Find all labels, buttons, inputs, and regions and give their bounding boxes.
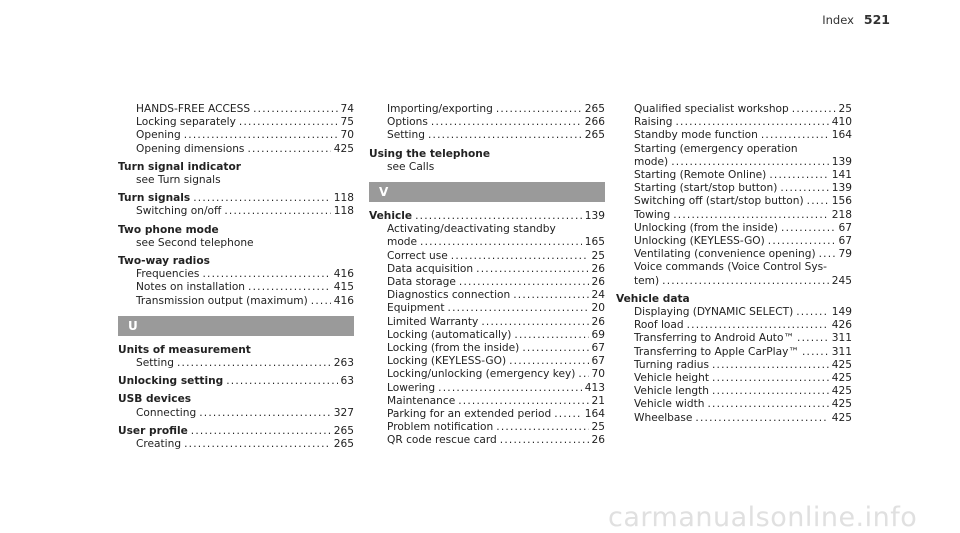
header-title: Index bbox=[822, 13, 854, 27]
entry-label: Roof load bbox=[634, 319, 684, 332]
entry-label: USB devices bbox=[118, 393, 192, 406]
entry-page-number: 26 bbox=[591, 434, 605, 447]
leader-dots bbox=[177, 357, 331, 370]
index-subentry bbox=[616, 306, 852, 319]
entry-label: Displaying (DYNAMIC SELECT) bbox=[634, 306, 794, 319]
leader-dots bbox=[675, 116, 828, 129]
index-subentry bbox=[616, 116, 852, 129]
index-subentry bbox=[616, 222, 852, 235]
entry-label: Using the telephone bbox=[369, 147, 491, 160]
entry-page-number: 218 bbox=[831, 208, 852, 221]
leader-dots bbox=[712, 359, 829, 372]
entry-page-number: 327 bbox=[333, 406, 354, 419]
entry-label: Raising bbox=[634, 116, 673, 129]
leader-dots bbox=[792, 103, 836, 116]
leader-dots bbox=[513, 289, 588, 302]
cross-reference: see Second telephone bbox=[136, 236, 254, 249]
leader-dots bbox=[687, 319, 829, 332]
entry-label: tem) bbox=[634, 274, 660, 287]
index-subentry bbox=[118, 103, 354, 116]
entry-page-number: 149 bbox=[831, 306, 852, 319]
index-subentry bbox=[616, 129, 852, 142]
entry-page-number: 67 bbox=[838, 235, 852, 248]
index-entry bbox=[616, 293, 852, 306]
entry-label: Standby mode function bbox=[634, 129, 758, 142]
index-subentry bbox=[616, 103, 852, 116]
entry-page-number: 265 bbox=[333, 438, 354, 451]
index-subentry bbox=[616, 319, 852, 332]
entry-label: Data storage bbox=[387, 276, 456, 289]
leader-dots bbox=[193, 192, 331, 205]
watermark: carmanualsonline.info bbox=[608, 502, 918, 533]
entry-page-number: 26 bbox=[591, 276, 605, 289]
entry-page-number: 156 bbox=[831, 195, 852, 208]
entry-page-number: 118 bbox=[333, 205, 354, 218]
index-entry bbox=[118, 375, 354, 388]
entry-page-number: 410 bbox=[831, 116, 852, 129]
leader-dots bbox=[184, 129, 338, 142]
index-subentry bbox=[616, 385, 852, 398]
leader-dots bbox=[707, 398, 828, 411]
entry-label: Starting (Remote Online) bbox=[634, 169, 767, 182]
index-subentry-wrapped: Voice commands (Voice Control Sys- bbox=[634, 261, 828, 274]
index-entry bbox=[118, 161, 354, 174]
entry-label: Lowering bbox=[387, 381, 436, 394]
entry-label: Connecting bbox=[136, 406, 197, 419]
index-subentry bbox=[616, 398, 852, 411]
index-subentry bbox=[369, 236, 605, 249]
index-subentry bbox=[118, 268, 354, 281]
entry-page-number: 426 bbox=[831, 319, 852, 332]
leader-dots bbox=[248, 281, 331, 294]
entry-label: Importing/exporting bbox=[387, 103, 493, 115]
index-subentry bbox=[369, 421, 605, 434]
entry-page-number: 139 bbox=[584, 210, 605, 223]
index-entry bbox=[369, 210, 605, 223]
leader-dots bbox=[769, 169, 828, 182]
entry-page-number: 416 bbox=[333, 268, 354, 281]
entry-label: Locking (automatically) bbox=[387, 328, 512, 341]
index-subentry bbox=[616, 275, 852, 288]
entry-label: Maintenance bbox=[387, 394, 456, 407]
index-entry bbox=[118, 393, 354, 406]
leader-dots bbox=[184, 438, 331, 451]
entry-label: Setting bbox=[136, 357, 174, 370]
index-entry bbox=[118, 255, 354, 268]
entry-label: QR code rescue card bbox=[387, 434, 497, 447]
entry-page-number: 311 bbox=[831, 332, 852, 345]
page-header bbox=[822, 12, 890, 27]
entry-page-number: 67 bbox=[838, 221, 852, 234]
section-letter-bar: U bbox=[118, 316, 354, 336]
leader-dots bbox=[578, 368, 588, 381]
entry-label: Ventilating (convenience opening) bbox=[634, 248, 816, 261]
entry-label: Opening dimensions bbox=[136, 142, 245, 155]
index-subentry bbox=[118, 295, 354, 308]
entry-label: Locking separately bbox=[136, 116, 236, 129]
leader-dots bbox=[673, 209, 829, 222]
entry-page-number: 265 bbox=[584, 103, 605, 115]
entry-page-number: 263 bbox=[333, 357, 354, 370]
entry-page-number: 74 bbox=[340, 103, 354, 115]
entry-label: Setting bbox=[387, 129, 425, 142]
index-subentry bbox=[118, 205, 354, 218]
leader-dots bbox=[781, 222, 836, 235]
entry-label: Limited Warranty bbox=[387, 315, 479, 328]
entry-page-number: 67 bbox=[591, 342, 605, 355]
entry-label: Switching on/off bbox=[136, 205, 222, 218]
entry-page-number: 425 bbox=[831, 411, 852, 424]
leader-dots bbox=[199, 407, 331, 420]
index-subentry bbox=[369, 316, 605, 329]
entry-page-number: 265 bbox=[584, 129, 605, 142]
index-subentry bbox=[616, 372, 852, 385]
entry-page-number: 266 bbox=[584, 116, 605, 129]
index-subentry bbox=[369, 250, 605, 263]
index-subentry bbox=[369, 382, 605, 395]
entry-label: Two phone mode bbox=[118, 223, 219, 236]
index-subentry-wrapped: Activating/deactivating standby bbox=[387, 223, 556, 236]
entry-label: Transmission output (maximum) bbox=[136, 294, 308, 307]
index-subentry bbox=[616, 209, 852, 222]
entry-label: Vehicle bbox=[369, 210, 413, 223]
entry-page-number: 413 bbox=[584, 381, 605, 394]
leader-dots bbox=[226, 375, 337, 388]
index-subentry bbox=[118, 116, 354, 129]
entry-label: mode) bbox=[634, 155, 669, 168]
entry-label: Locking/unlocking (emergency key) bbox=[387, 368, 576, 381]
entry-page-number: 165 bbox=[584, 236, 605, 249]
entry-page-number: 311 bbox=[831, 345, 852, 358]
entry-page-number: 75 bbox=[340, 116, 354, 129]
leader-dots bbox=[247, 143, 330, 156]
entry-page-number: 164 bbox=[831, 129, 852, 142]
entry-label: Vehicle data bbox=[616, 292, 690, 305]
index-subentry bbox=[616, 169, 852, 182]
entry-label: Transferring to Apple CarPlay™ bbox=[634, 345, 799, 358]
entry-label: Locking (KEYLESS-GO) bbox=[387, 355, 507, 368]
index-subentry bbox=[616, 156, 852, 169]
entry-label: Options bbox=[387, 116, 428, 129]
entry-page-number: 425 bbox=[831, 385, 852, 398]
entry-page-number: 70 bbox=[340, 129, 354, 142]
entry-label: HANDS-FREE ACCESS bbox=[136, 103, 251, 115]
entry-page-number: 139 bbox=[831, 155, 852, 168]
index-column-3 bbox=[616, 103, 852, 425]
index-subentry bbox=[369, 276, 605, 289]
leader-dots bbox=[761, 129, 829, 142]
entry-label: Qualified specialist workshop bbox=[634, 103, 789, 115]
entry-page-number: 415 bbox=[333, 281, 354, 294]
entry-label: Creating bbox=[136, 438, 182, 451]
leader-dots bbox=[431, 116, 582, 129]
leader-dots bbox=[420, 236, 582, 249]
cross-reference: see Turn signals bbox=[136, 174, 221, 187]
entry-page-number: 425 bbox=[831, 372, 852, 385]
entry-page-number: 69 bbox=[591, 328, 605, 341]
section-letter-bar: V bbox=[369, 182, 605, 202]
leader-dots bbox=[807, 195, 829, 208]
index-entry bbox=[118, 224, 354, 237]
index-subentry bbox=[616, 248, 852, 261]
leader-dots bbox=[428, 129, 582, 142]
index-subentry bbox=[369, 129, 605, 142]
index-subentry bbox=[369, 355, 605, 368]
leader-dots bbox=[712, 372, 829, 385]
index-subentry bbox=[118, 357, 354, 370]
entry-label: Frequencies bbox=[136, 268, 200, 281]
entry-label: mode bbox=[387, 236, 418, 249]
entry-label: Unlocking (KEYLESS-GO) bbox=[634, 235, 765, 248]
index-subentry bbox=[616, 332, 852, 345]
index-column-2 bbox=[369, 103, 605, 448]
entry-page-number: 416 bbox=[333, 294, 354, 307]
entry-label: Correct use bbox=[387, 249, 448, 262]
entry-label: Two-way radios bbox=[118, 255, 210, 268]
index-entry bbox=[369, 148, 605, 161]
entry-label: Units of measurement bbox=[118, 343, 251, 356]
leader-dots bbox=[496, 421, 588, 434]
leader-dots bbox=[819, 248, 836, 261]
index-subentry bbox=[369, 408, 605, 421]
entry-page-number: 67 bbox=[591, 355, 605, 368]
entry-label: Transferring to Android Auto™ bbox=[634, 332, 795, 345]
leader-dots bbox=[796, 306, 829, 319]
entry-label: Parking for an extended period bbox=[387, 408, 552, 421]
entry-page-number: 425 bbox=[333, 142, 354, 155]
index-subentry bbox=[369, 395, 605, 408]
entry-page-number: 25 bbox=[591, 249, 605, 262]
leader-dots bbox=[415, 210, 582, 223]
index-subentry-wrapped: Starting (emergency operation bbox=[634, 142, 798, 155]
index-subentry bbox=[118, 129, 354, 142]
entry-page-number: 139 bbox=[831, 182, 852, 195]
entry-page-number: 425 bbox=[831, 358, 852, 371]
index-subentry bbox=[369, 368, 605, 381]
entry-page-number: 24 bbox=[591, 289, 605, 302]
entry-page-number: 118 bbox=[333, 192, 354, 205]
index-subentry bbox=[369, 302, 605, 315]
index-subentry bbox=[118, 407, 354, 420]
leader-dots bbox=[476, 263, 588, 276]
leader-dots bbox=[481, 316, 588, 329]
index-subentry bbox=[616, 195, 852, 208]
entry-label: Starting (start/stop button) bbox=[634, 182, 778, 195]
entry-page-number: 25 bbox=[838, 103, 852, 115]
entry-label: Wheelbase bbox=[634, 411, 693, 424]
entry-label: Turn signals bbox=[118, 192, 191, 205]
entry-label: Vehicle width bbox=[634, 398, 705, 411]
entry-page-number: 245 bbox=[831, 274, 852, 287]
leader-dots bbox=[448, 302, 589, 315]
entry-label: Opening bbox=[136, 129, 181, 142]
leader-dots bbox=[496, 103, 582, 116]
entry-page-number: 265 bbox=[333, 424, 354, 437]
entry-label: Turn signal indicator bbox=[118, 160, 241, 173]
index-subentry bbox=[369, 116, 605, 129]
page-number: 521 bbox=[863, 12, 890, 27]
leader-dots bbox=[780, 182, 828, 195]
entry-page-number: 70 bbox=[591, 368, 605, 381]
entry-label: Towing bbox=[634, 208, 671, 221]
entry-page-number: 79 bbox=[838, 248, 852, 261]
leader-dots bbox=[239, 116, 338, 129]
leader-dots bbox=[253, 103, 337, 116]
entry-label: Locking (from the inside) bbox=[387, 342, 520, 355]
index-subentry bbox=[369, 289, 605, 302]
cross-reference: see Calls bbox=[387, 160, 435, 173]
leader-dots bbox=[695, 412, 828, 425]
leader-dots bbox=[459, 276, 589, 289]
entry-page-number: 425 bbox=[831, 398, 852, 411]
leader-dots bbox=[224, 205, 330, 218]
index-entry bbox=[118, 344, 354, 357]
leader-dots bbox=[797, 332, 829, 345]
entry-page-number: 141 bbox=[831, 169, 852, 182]
leader-dots bbox=[500, 434, 589, 447]
entry-page-number: 20 bbox=[591, 302, 605, 315]
index-subentry bbox=[369, 342, 605, 355]
index-subentry bbox=[118, 438, 354, 451]
leader-dots bbox=[509, 355, 588, 368]
leader-dots bbox=[768, 235, 836, 248]
entry-page-number: 26 bbox=[591, 315, 605, 328]
leader-dots bbox=[438, 382, 582, 395]
index-subentry bbox=[616, 412, 852, 425]
index-column-1 bbox=[118, 103, 354, 451]
index-subentry bbox=[616, 346, 852, 359]
index-subentry bbox=[369, 434, 605, 447]
index-subentry bbox=[616, 235, 852, 248]
entry-page-number: 21 bbox=[591, 394, 605, 407]
index-subentry bbox=[369, 329, 605, 342]
leader-dots bbox=[514, 329, 588, 342]
entry-page-number: 25 bbox=[591, 421, 605, 434]
leader-dots bbox=[451, 250, 589, 263]
index-subentry bbox=[118, 281, 354, 294]
entry-page-number: 63 bbox=[340, 375, 354, 388]
entry-label: Diagnostics connection bbox=[387, 289, 511, 302]
index-entry bbox=[118, 425, 354, 438]
leader-dots bbox=[202, 268, 330, 281]
leader-dots bbox=[458, 395, 588, 408]
entry-label: Unlocking setting bbox=[118, 375, 224, 388]
leader-dots bbox=[522, 342, 588, 355]
index-subentry bbox=[616, 359, 852, 372]
entry-page-number: 164 bbox=[584, 408, 605, 421]
leader-dots bbox=[191, 425, 331, 438]
index-subentry bbox=[118, 143, 354, 156]
leader-dots bbox=[712, 385, 829, 398]
index-entry bbox=[118, 192, 354, 205]
entry-label: Turning radius bbox=[634, 358, 709, 371]
entry-label: Switching off (start/stop button) bbox=[634, 195, 804, 208]
leader-dots bbox=[671, 156, 829, 169]
leader-dots bbox=[554, 408, 582, 421]
entry-label: Unlocking (from the inside) bbox=[634, 221, 779, 234]
entry-label: Notes on installation bbox=[136, 281, 246, 294]
leader-dots bbox=[662, 275, 829, 288]
entry-page-number: 26 bbox=[591, 262, 605, 275]
index-subentry bbox=[616, 182, 852, 195]
entry-label: Equipment bbox=[387, 302, 445, 315]
index-subentry bbox=[369, 263, 605, 276]
index-subentry bbox=[369, 103, 605, 116]
entry-label: Vehicle height bbox=[634, 372, 710, 385]
leader-dots bbox=[802, 346, 829, 359]
entry-label: User profile bbox=[118, 424, 188, 437]
entry-label: Problem notification bbox=[387, 421, 494, 434]
entry-label: Vehicle length bbox=[634, 385, 710, 398]
leader-dots bbox=[311, 295, 331, 308]
entry-label: Data acquisition bbox=[387, 262, 474, 275]
